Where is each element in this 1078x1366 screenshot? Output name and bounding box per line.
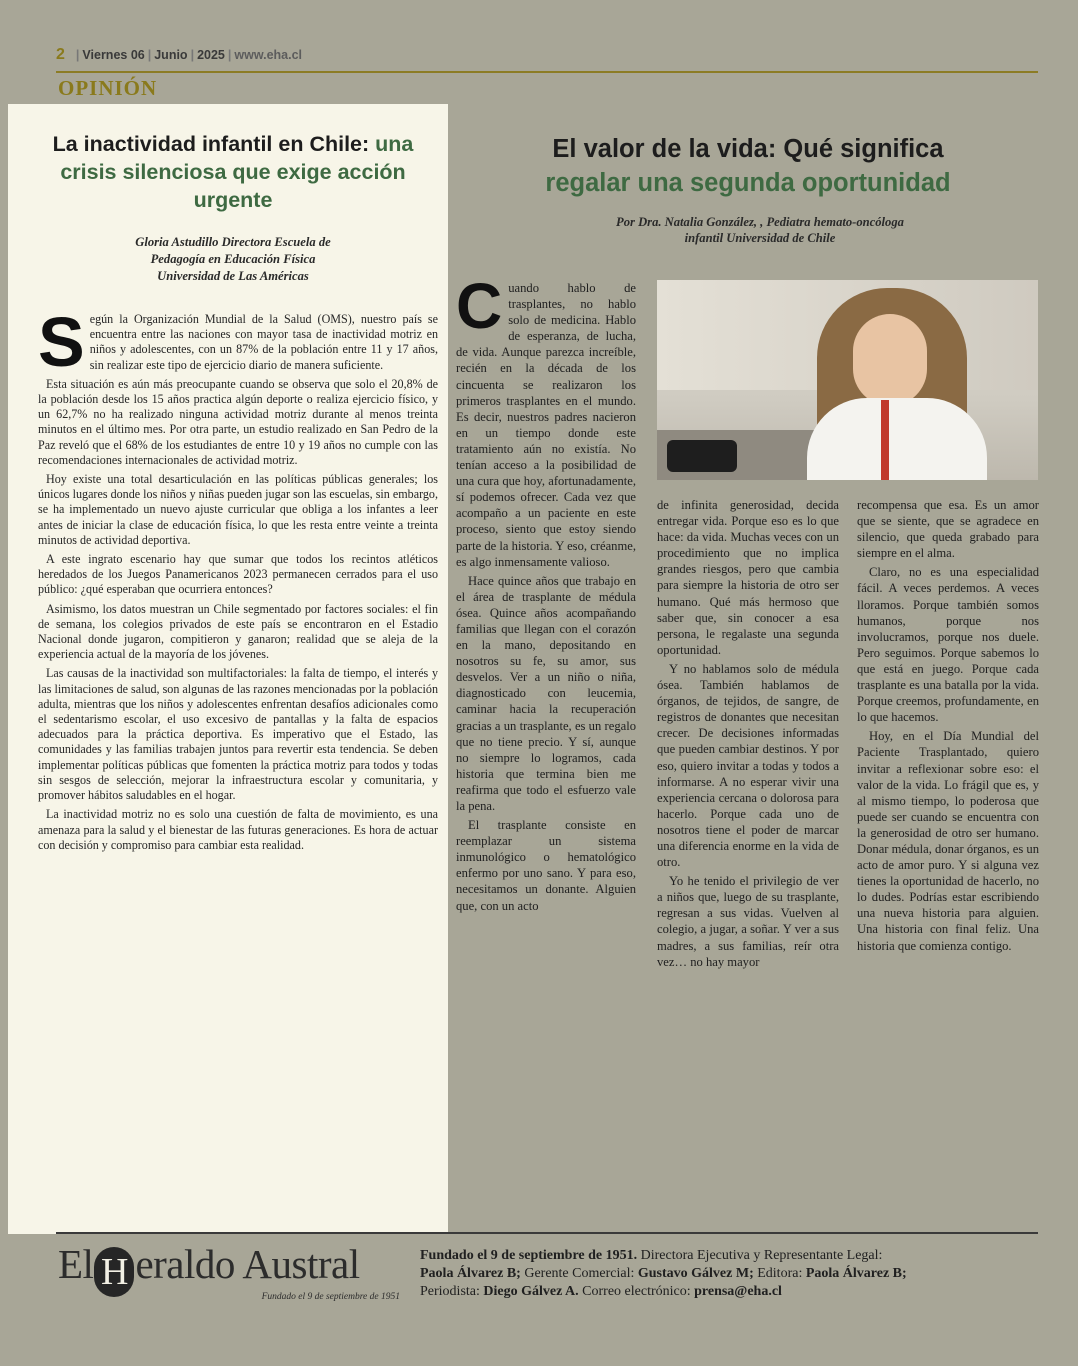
header-dateline: 2 | Viernes 06 | Junio | 2025 | www.eha.cl [56, 46, 303, 63]
left-title-dark: La inactividad infantil en Chile: [52, 132, 370, 156]
header-day: Viernes 06 [82, 48, 145, 62]
right-article-author [510, 214, 1010, 246]
right-column-2 [657, 497, 839, 973]
paragraph: Esta situación es aún más preocupante cuando se observa que solo el 20,8% de la población desde los 15 años practica algún deporte o realiza ejercicio físico, y un 62,7% no ha realizado ninguna actividad motriz durante al menos treinta minutos en el último mes. Por otra parte, un estudio realizado en San Pedro de la Paz reveló que el 68% de los estudiantes de entre 10 y 19 años no cumple con las recomendaciones internacionales de actividad motriz. [38, 376, 438, 467]
left-article-author [68, 234, 398, 285]
paragraph: Hace quince años que trabajo en el área de trasplante de médula ósea. Quince años acompañando familias que llegan con el corazón en la mano, depositando en nosotros su fe, su amor, sus desvelos. Ver a un niño o niña, diagnosticado con leucemia, caminar hacia la recuperación gracias a un trasplante, es un regalo que no tiene precio. Y sí, aunque no siempre lo logramos, cada historia que termina bien me reafirma que todo el esfuerzo vale la pena. [456, 573, 636, 813]
page-header [56, 46, 1038, 76]
left-author-line: Pedagogía en Educación Física [150, 252, 316, 266]
paragraph: Las causas de la inactividad son multifactoriales: la falta de tiempo, el interés y las limitaciones de salud, son algunas de las razones mencionadas por la población adulta, mientras que los niños y adolescentes enfrentan desafíos adicionales como el sedentarismo escolar, el uso excesivo de pantallas y la falta de espacios adecuados para la práctica deportiva. Es imperativo que el Estado, las comunidades y las familias trabajen juntos para revertir esta tendencia. Se deben implementar políticas públicas que fomenten la práctica motriz para todos y todas sin sesgos de selección, mejorar la infraestructura escolar y comunitaria, y promover hábitos saludables en el hogar. [38, 666, 438, 803]
newspaper-logo: El H eraldo Austral Fundado el 9 de septiembre de 1951 [58, 1241, 400, 1302]
right-article [450, 104, 1050, 1234]
right-column-3 [857, 497, 1039, 957]
left-title-green: una crisis silenciosa que exige acción urgente [60, 132, 414, 212]
footer-rule [56, 1232, 1038, 1234]
left-article [8, 104, 448, 1234]
paragraph: Según la Organización Mundial de la Salud (OMS), nuestro país se encuentra entre las naciones con mayor tasa de inactividad motriz en niños y adolescentes, con un 87% de la población entre 11 y 17 años, sin realizar este tipo de ejercicio diario de manera suficiente. [38, 303, 438, 381]
telephone-icon [667, 440, 737, 472]
header-rule [56, 71, 1038, 73]
page-number: 2 [56, 46, 65, 63]
header-month: Junio [154, 48, 188, 62]
right-title-green: regalar una segunda oportunidad [545, 169, 951, 197]
paragraph: El trasplante consiste en reemplazar un sistema inmunológico o hematológico enfermo por uno sano. Y para eso, necesitamos un donante. Alguien que, con un acto [456, 818, 636, 913]
left-article-title [48, 130, 418, 214]
paragraph: Cuando hablo de trasplantes, no hablo solo de medicina. Hablo de esperanza, de lucha, de vida. Aunque parezca increíble, recién en la década de los cincuenta se realizaron los primeros trasplantes en el mundo. Es decir, nuestros padres nacieron en un tiempo donde este tratamiento aún no existía. No tenían acceso a la posibilidad de una cura que hoy, afortunadamente, sí podemos ofrecer. Cada vez que acompaño a un paciente en este proceso, siento que estoy siendo parte de la historia. Y eso, créanme, es algo inmensamente valioso. [456, 270, 636, 569]
logo-tagline: Fundado el 9 de septiembre de 1951 [261, 1292, 400, 1302]
section-title: OPINIÓN [58, 76, 158, 100]
paragraph: Claro, no es una especialidad fácil. A veces perdemos. A veces lloramos. Porque también somos humanos, porque nos involucramos, porque nos duele. Pero seguimos. Porque sabemos lo que está en juego. Porque cada trasplante es una batalla por la vida. Porque creemos, profundamente, en lo que hacemos. [857, 565, 1039, 725]
header-year: 2025 [197, 48, 225, 62]
logo-h-mark: H [94, 1247, 134, 1297]
paragraph: Yo he tenido el privilegio de ver a niños que, luego de su trasplante, regresan a sus vidas. Vuelven al colegio, a jugar, a soñar. Y ver a sus madres, a sus familias, reír otra vez… no hay mayor [657, 874, 839, 969]
paragraph: de infinita generosidad, decida entregar vida. Porque eso es lo que hace: da vida. Muchas veces con un procedimiento que no implica grandes riesgos, pero que cambia para siempre la historia de otro ser humano. Qué más hermoso que saber que, sin conocer a esa persona, le regalaste una segunda oportunidad. [657, 498, 839, 657]
footer-email-link[interactable]: prensa@eha.cl [694, 1284, 782, 1299]
right-author-line: Por Dra. Natalia González, , Pediatra hemato-oncóloga [616, 215, 904, 229]
paragraph: A este ingrato escenario hay que sumar que todos los recintos atléticos heredados de los Juegos Panamericanos 2023 permanecen cerrados para el uso público: ¿qué esperaban que ocurriera entonces? [38, 552, 438, 597]
paragraph: Hoy existe una total desarticulación en las políticas públicas generales; los únicos lugares donde los niños y niñas pueden jugar son las escuelas, sin embargo, se ha implementado un nuevo ajuste curricular que obliga a los infantes a leer antes de iniciar la clase de educación física, lo que les resta entre veinte a treinta minutos de actividad deportiva. [38, 472, 438, 547]
doctor-photo [657, 280, 1038, 480]
left-author-line: Gloria Astudillo Directora Escuela de [135, 235, 331, 249]
header-website[interactable]: www.eha.cl [234, 48, 303, 62]
right-title-dark: El valor de la vida: Qué significa [552, 135, 944, 163]
right-column-1 [456, 270, 636, 917]
paragraph: Y no hablamos solo de médula ósea. También hablamos de órganos, de tejidos, de sangre, de registros de donantes que necesitan crecer. De decisiones informadas que pueden cambiar destinos. Y por eso, quiero invitar a todas y todos a informarse. A no esperar vivir una experiencia cercana o dolorosa para hacerlo. Porque cada uno de nosotros tiene el poder de marcar una diferencia enorme en la vida de otro. [657, 661, 839, 870]
paragraph: Hoy, en el Día Mundial del Paciente Trasplantado, quiero invitar a reflexionar sobre eso: el valor de la vida. Lo frágil que es, y al mismo tiempo, lo poderosa que puede ser cuando se encuentra con la generosidad de otro ser humano. Donar médula, donar órganos, es un acto de amor puro. Y si alguna vez tienes la oportunidad de hacerlo, no lo dudes. Podrías estar escribiendo una nueva historia para alguien. Una historia con final feliz. Una historia que comienza contigo. [857, 729, 1039, 953]
left-article-body [38, 303, 438, 857]
footer-credits: Fundado el 9 de septiembre de 1951. Directora Ejecutiva y Representante Legal: Paola Álvarez B; Gerente Comercial: Gustavo Gálvez M; Editora: Paola Álvarez B; Periodista: Diego Gálvez A. Correo electrónico: prensa@eha.cl [420, 1248, 907, 1299]
drop-cap: S [38, 303, 85, 381]
paragraph: recompensa que esa. Es un amor que se siente, que se agradece en silencio, que queda grabado para siempre en el alma. [857, 498, 1039, 561]
right-article-title [450, 132, 1046, 200]
paragraph: Asimismo, los datos muestran un Chile segmentado por factores sociales: el fin de semana, los colegios privados de este país se encontraron en el Estadio Nacional donde jugaron, compitieron y ganaron; realidad que se aleja de la experiencia actual de la mayoría de los jóvenes. [38, 601, 438, 662]
left-author-line: Universidad de Las Américas [157, 269, 309, 283]
paragraph: La inactividad motriz no es solo una cuestión de falta de movimiento, es una amenaza para la salud y el bienestar de las futuras generaciones. Es hora de actuar con decisión y compromiso para cambiar esta realidad. [38, 807, 438, 852]
drop-cap: C [456, 270, 503, 342]
right-author-line: infantil Universidad de Chile [684, 231, 836, 245]
